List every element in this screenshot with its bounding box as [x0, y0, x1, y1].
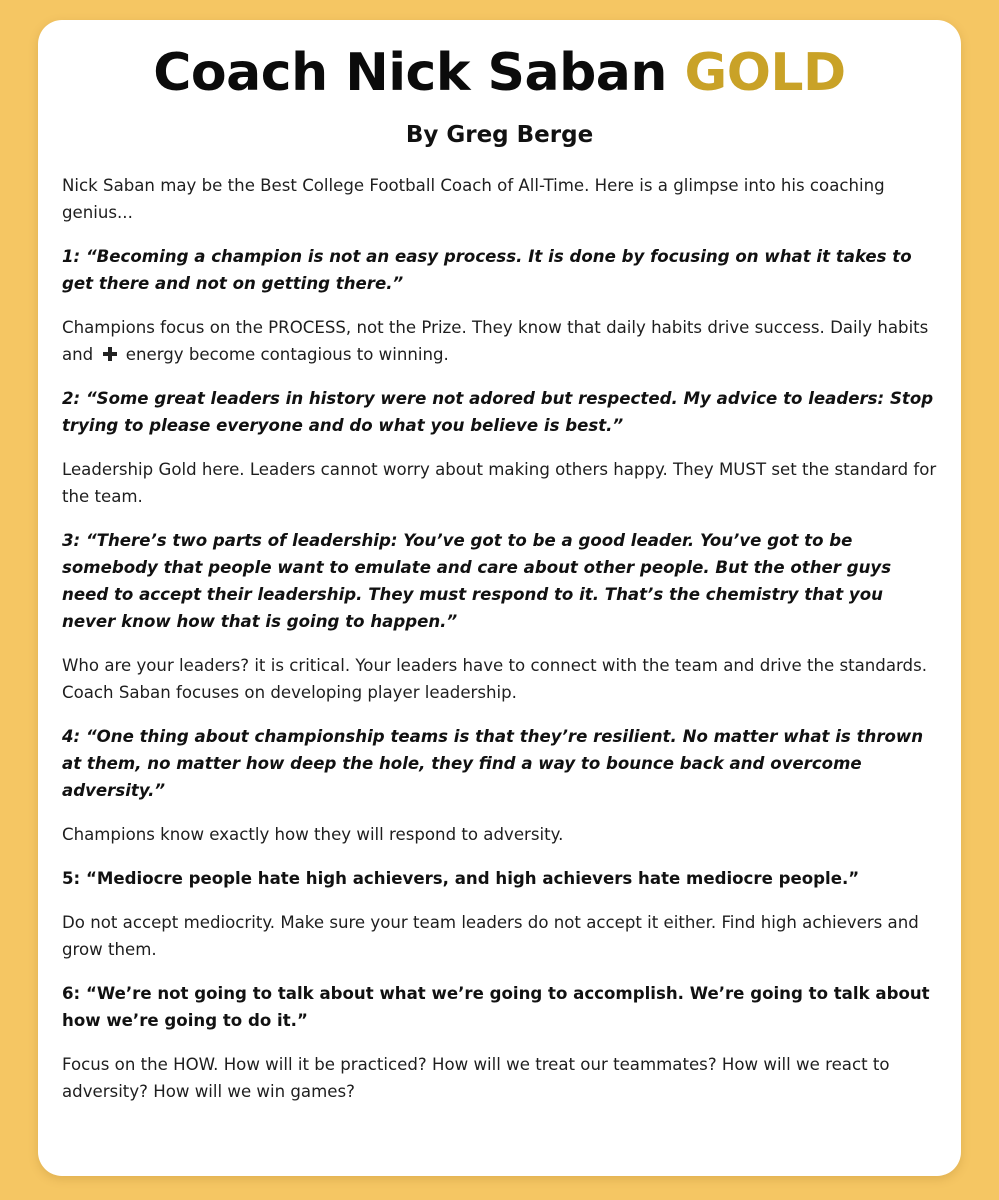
quote-4: 4: “One thing about championship teams is that they’re resilient. No matter what is thrown at them, no matter how deep the hole, they find a way to bounce back and overcome adversity.” [62, 727, 924, 800]
comment-3: Who are your leaders? it is critical. Your leaders have to connect with the team and drive the standards. Coach Saban focuses on developing player leadership. [62, 656, 927, 702]
comment-5: Do not accept mediocrity. Make sure your team leaders do not accept it either. Find high achievers and grow them. [62, 913, 919, 959]
comment-6: Focus on the HOW. How will it be practiced? How will we treat our teammates? How will we react to adversity? How will we win games? [62, 1055, 890, 1101]
quote-2: 2: “Some great leaders in history were not adored but respected. My advice to leaders: Stop trying to please everyone and do what you believe is best.” [62, 389, 934, 435]
article-card [38, 20, 961, 1176]
plus-icon [103, 347, 117, 361]
byline: By Greg Berge [405, 122, 594, 148]
comment-1 [62, 314, 937, 368]
intro-paragraph: Nick Saban may be the Best College Football Coach of All-Time. Here is a glimpse into his coaching genius... [62, 176, 885, 222]
comment-1-text-after: energy become contagious to winning. [120, 345, 449, 364]
title-main: Coach Nick Saban [153, 43, 667, 103]
comment-2: Leadership Gold here. Leaders cannot worry about making others happy. They MUST set the standard for the team. [62, 460, 937, 506]
quote-3: 3: “There’s two parts of leadership: You’ve got to be a good leader. You’ve got to be somebody that people want to emulate and care about other people. But the other guys need to accept their leadership. They must respond to it. That’s the chemistry that you never know how that is going to happen.” [62, 531, 892, 631]
quote-1: 1: “Becoming a champion is not an easy process. It is done by focusing on what it takes to get there and not on getting there.” [62, 247, 912, 293]
quote-6: 6: “We’re not going to talk about what we’re going to accomplish. We’re going to talk about how we’re going to do it.” [62, 984, 930, 1030]
comment-4: Champions know exactly how they will respond to adversity. [62, 825, 564, 844]
article-body [62, 172, 937, 1105]
comment-1-text-before: Champions focus on the PROCESS, not the Prize. They know that daily habits drive success. Daily habits and [62, 318, 929, 364]
title-accent: GOLD [684, 43, 846, 103]
page-title [62, 42, 937, 104]
quote-5: 5: “Mediocre people hate high achievers, and high achievers hate mediocre people.” [62, 869, 860, 888]
